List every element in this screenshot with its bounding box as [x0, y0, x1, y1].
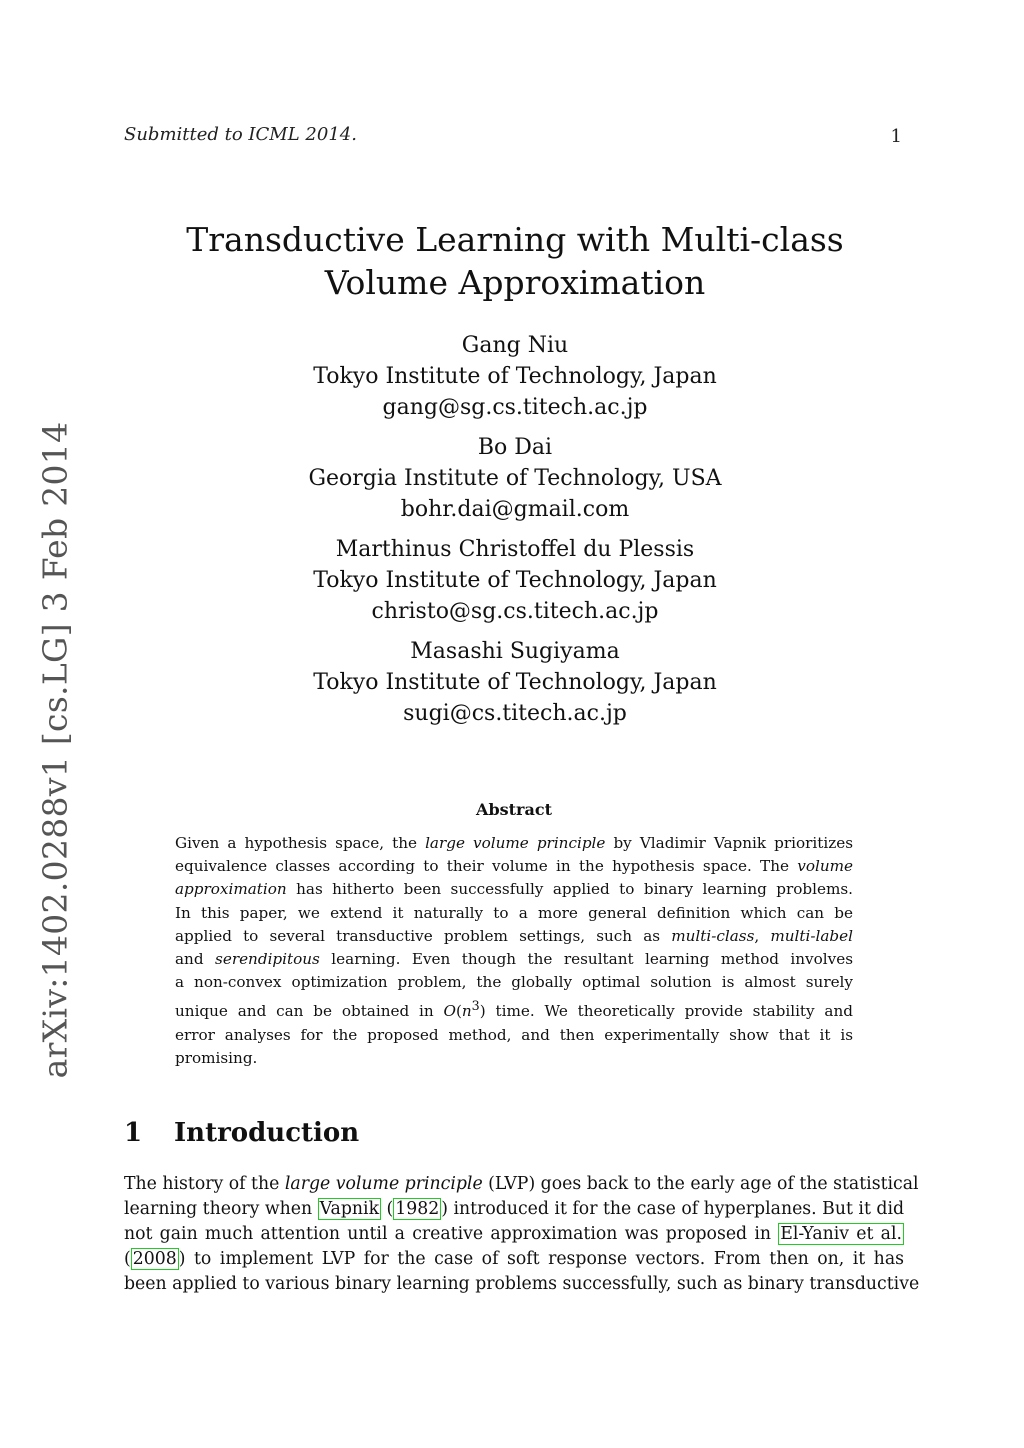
emphasis: large volume principle [284, 1174, 483, 1194]
intro-paragraph [124, 1172, 920, 1297]
text-run: The history of the [124, 1174, 285, 1194]
intro-line [124, 1222, 904, 1247]
text-run: applied to several transductive problem settings, such as [175, 926, 672, 945]
intro-line [124, 1247, 904, 1272]
arxiv-side-stamp: arXiv:1402.0288v1 [cs.LG] 3 Feb 2014 [35, 421, 75, 1079]
abstract-line [175, 994, 853, 1023]
math-symbol: O [443, 1002, 456, 1021]
abstract-body [175, 832, 853, 1070]
intro-line [124, 1197, 904, 1222]
author-block [200, 534, 830, 627]
text-run: ) introduced it for the case of hyperplanes. But it did [441, 1199, 905, 1219]
text-run: Given a hypothesis space, the [175, 834, 426, 852]
text-run: equivalence classes according to their volume in the hypothesis space. The [175, 857, 798, 876]
author-block [200, 636, 830, 729]
text-run: (LVP) goes back to the early age of the statistical [482, 1174, 919, 1194]
author-name: Masashi Sugiyama [410, 639, 620, 664]
paper-title [180, 218, 850, 304]
text-run: ( [124, 1249, 131, 1269]
emphasis: volume [797, 857, 853, 876]
title-line-2: Volume Approximation [324, 263, 706, 302]
citation-link-2008[interactable]: 2008 [132, 1249, 177, 1269]
citation-link-vapnik[interactable]: Vapnik [319, 1199, 380, 1219]
citation-link-el-yaniv[interactable]: El-Yaniv et al. [780, 1224, 902, 1244]
author-block [200, 432, 830, 525]
emphasis: approximation [175, 880, 287, 899]
emphasis: multi-label [770, 926, 853, 945]
abstract-line [175, 832, 853, 855]
author-name: Gang Niu [461, 333, 569, 358]
emphasis: large volume principle [425, 834, 606, 852]
text-run: not gain much attention until a creative approximation was proposed in [124, 1224, 779, 1244]
text-run: and [175, 950, 216, 969]
text-run: by Vladimir Vapnik prioritizes [605, 834, 853, 852]
emphasis: multi-class [671, 926, 755, 945]
text-run: unique and can be obtained in [175, 1002, 444, 1021]
abstract-line: error analyses for the proposed method, and then experimentally show that it is [175, 1025, 853, 1044]
text-run: ( [381, 1199, 394, 1219]
abstract-line [175, 925, 853, 948]
author-name: Bo Dai [477, 435, 553, 460]
author-email[interactable]: gang@sg.cs.titech.ac.jp [382, 395, 648, 420]
text-run: , [754, 926, 771, 945]
title-line-1: Transductive Learning with Multi-class [186, 220, 844, 259]
author-email[interactable]: bohr.dai@gmail.com [400, 497, 630, 522]
author-list [200, 330, 830, 738]
author-affiliation: Tokyo Institute of Technology, Japan [313, 670, 717, 695]
abstract-heading: Abstract [476, 800, 552, 819]
math-exponent: 3 [471, 998, 480, 1014]
section-title: Introduction [174, 1118, 360, 1148]
abstract-line [175, 948, 853, 971]
text-run: ( [455, 1002, 462, 1021]
author-email[interactable]: christo@sg.cs.titech.ac.jp [371, 599, 659, 624]
citation-link-1982[interactable]: 1982 [395, 1199, 440, 1219]
author-name: Marthinus Christoffel du Plessis [335, 537, 695, 562]
author-affiliation: Tokyo Institute of Technology, Japan [313, 364, 717, 389]
abstract-line: a non-convex optimization problem, the globally optimal solution is almost surely [175, 973, 853, 992]
header-venue: Submitted to ICML 2014. [124, 124, 357, 145]
intro-line: been applied to various binary learning problems successfully, such as binary transductive [124, 1274, 920, 1294]
abstract-line [175, 878, 853, 901]
abstract-line: promising. [175, 1048, 258, 1067]
math-symbol: n [461, 1002, 472, 1021]
text-run: learning theory when [124, 1199, 318, 1219]
page-number: 1 [890, 126, 902, 147]
text-run: has hitherto been successfully applied to binary learning problems. [286, 880, 853, 899]
author-affiliation: Tokyo Institute of Technology, Japan [313, 568, 717, 593]
author-email[interactable]: sugi@cs.titech.ac.jp [403, 701, 627, 726]
text-run: learning. Even though the resultant learning method involves [319, 950, 854, 969]
text-run: ) time. We theoretically provide stability and [479, 1002, 853, 1021]
author-block [200, 330, 830, 423]
section-heading [124, 1118, 359, 1148]
text-run: ) to implement LVP for the case of soft response vectors. From then on, it has [178, 1249, 904, 1269]
author-affiliation: Georgia Institute of Technology, USA [308, 466, 722, 491]
emphasis: serendipitous [215, 950, 320, 969]
section-number: 1 [124, 1118, 143, 1148]
abstract-line: In this paper, we extend it naturally to a more general definition which can be [175, 903, 853, 922]
abstract-line [175, 855, 853, 878]
intro-line [124, 1172, 919, 1197]
